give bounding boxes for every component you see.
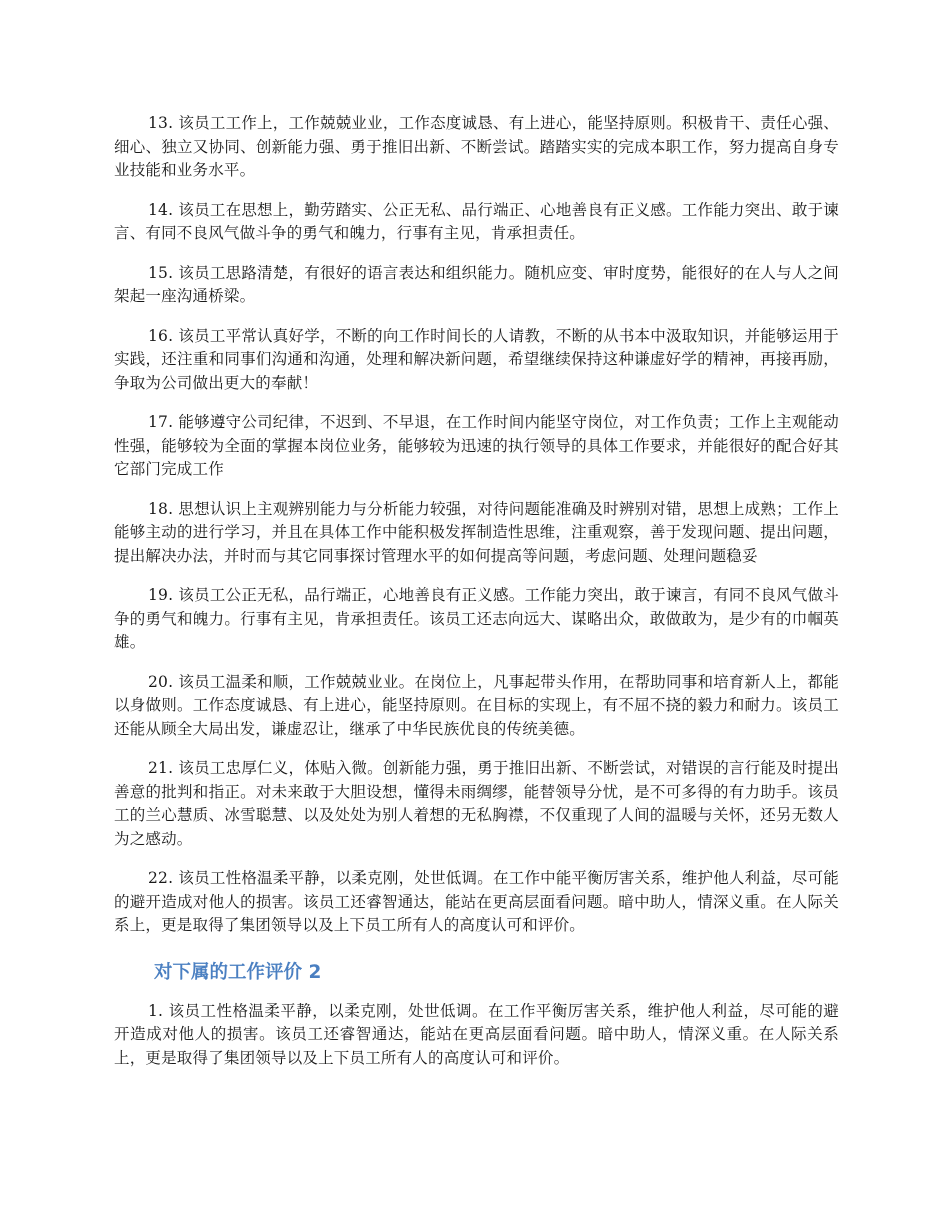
paragraph-20: 20. 该员工温柔和顺，工作兢兢业业。在岗位上，凡事起带头作用，在帮助同事和培育新人上，都能以身做则。工作态度诚恳、有上进心，能坚持原则。在目标的实现上，有不屈不挠的毅力和耐力。该员工还能从顾全大局出发，谦虚忍让，继承了中华民族优良的传统美德。: [114, 672, 839, 738]
paragraph-17: 17. 能够遵守公司纪律，不迟到、不早退，在工作时间内能坚守岗位，对工作负责；工作上主观能动性强，能够较为全面的掌握本岗位业务，能够较为迅速的执行领导的具体工作要求，并能很好的配合好其它部门完成工作: [114, 413, 839, 478]
paragraph-15: 15. 该员工思路清楚，有很好的语言表达和组织能力。随机应变、审时度势，能很好的在人与人之间架起一座沟通桥梁。: [114, 263, 839, 305]
paragraph-13: 13. 该员工工作上，工作兢兢业业，工作态度诚恳、有上进心，能坚持原则。积极肯干、责任心强、细心、独立又协同、创新能力强、勇于推旧出新、不断尝试。踏踏实实的完成本职工作，努力提高自身专业技能和业务水平。: [114, 114, 839, 179]
paragraph-14: 14. 该员工在思想上，勤劳踏实、公正无私、品行端正、心地善良有正义感。工作能力突出、敢于谏言、有同不良风气做斗争的勇气和魄力，行事有主见，肯承担责任。: [114, 200, 839, 242]
paragraph-section2-1: 1. 该员工性格温柔平静，以柔克刚，处世低调。在工作平衡厉害关系，维护他人利益，尽可能的避开造成对他人的损害。该员工还睿智通达，能站在更高层面看问题。暗中助人，情深义重。在人际关系上，更是取得了集团领导以及上下员工所有人的高度认可和评价。: [114, 1001, 839, 1067]
paragraph-22: 22. 该员工性格温柔平静，以柔克刚，处世低调。在工作中能平衡厉害关系，维护他人利益，尽可能的避开造成对他人的损害。该员工还睿智通达，能站在更高层面看问题。暗中助人，情深义重。在人际关系上，更是取得了集团领导以及上下员工所有人的高度认可和评价。: [114, 869, 839, 934]
section-heading: 对下属的工作评价 2: [154, 961, 322, 983]
paragraph-21: 21. 该员工忠厚仁义，体贴入微。创新能力强，勇于推旧出新、不断尝试，对错误的言行能及时提出善意的批判和指正。对未来敢于大胆设想，懂得未雨绸缪，能替领导分忧，是不可多得的有力助手。该员工的兰心慧质、冰雪聪慧、以及处处为别人着想的无私胸襟，不仅重现了人间的温暖与关怀，还另无数人为之感动。: [114, 759, 839, 848]
paragraph-18: 18. 思想认识上主观辨别能力与分析能力较强，对待问题能准确及时辨别对错，思想上成熟；工作上能够主动的进行学习，并且在具体工作中能积极发挥制造性思维，注重观察，善于发现问题、提出问题，提出解决办法，并时而与其它同事探讨管理水平的如何提高等问题，考虑问题、处理问题稳妥: [114, 499, 839, 565]
paragraph-19: 19. 该员工公正无私，品行端正，心地善良有正义感。工作能力突出，敢于谏言，有同不良风气做斗争的勇气和魄力。行事有主见，肯承担责任。该员工还志向远大、谋略出众，敢做敢为，是少有的巾帼英雄。: [114, 586, 839, 651]
document-body: [114, 112, 839, 1086]
paragraph-16: 16. 该员工平常认真好学，不断的向工作时间长的人请教，不断的从书本中汲取知识，并能够运用于实践，还注重和同事们沟通和沟通，处理和解决新问题，希望继续保持这种谦虚好学的精神，再接再励，争取为公司做出更大的奉献！: [114, 326, 839, 392]
